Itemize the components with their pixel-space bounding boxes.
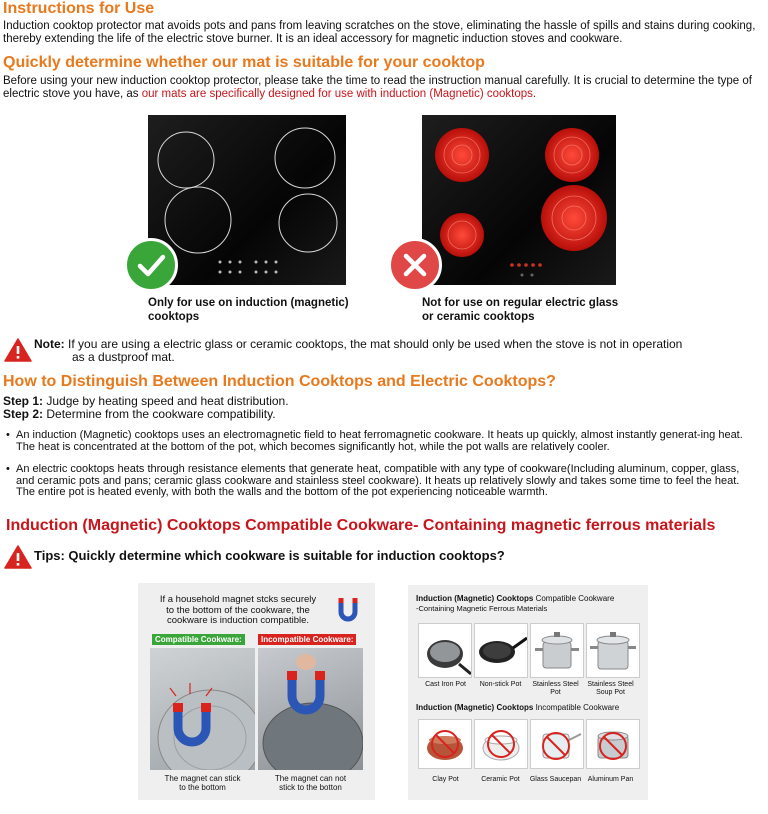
bullet-dot-1: • — [6, 429, 10, 441]
incompatible-tag: Incompatible Cookware: — [258, 634, 356, 645]
check-icon — [124, 238, 178, 292]
steel-pot-magnet-image — [150, 648, 255, 770]
ceramic-pot-image — [474, 719, 528, 769]
electric-caption: Not for use on regular electric glass or ceramic cooktops — [422, 297, 619, 323]
aluminum-pot-magnet-image — [258, 648, 363, 770]
instructions-body: Induction cooktop protector mat avoids pots and pans from leaving scratches on the stove, eliminating the hassle of spills and stains during cooking, thereby extending the life of the electric stove burner. It is an ideal accessory for magnetic induction stoves and cookware. — [3, 20, 756, 45]
tips-text: Tips: Quickly determine which cookware is suitable for induction cooktops? — [34, 548, 505, 563]
cookware-panel — [408, 585, 648, 800]
compatible-cookware-heading: Induction (Magnetic) Cooktops Compatible Cookware — [416, 594, 615, 603]
cookware-label-3: Stainless Steel Pot — [532, 681, 579, 696]
cookware-label-1: Cast Iron Pot — [425, 681, 466, 688]
compatible-tag: Compatible Cookware: — [152, 634, 245, 645]
clay-pot-image — [418, 719, 472, 769]
distinguish-title: How to Distinguish Between Induction Cooktops and Electric Cooktops? — [3, 373, 556, 390]
cookware-label-4: Stainless Steel Soup Pot — [587, 681, 634, 696]
compatible-cookware-row — [418, 623, 638, 678]
quick-determine-body — [3, 75, 765, 101]
magnet-test-panel — [138, 583, 375, 800]
steps: Step 1: Judge by heating speed and heat distribution. Step 2: Determine from the cookware compatibility. — [3, 394, 289, 421]
tips-warning-icon — [4, 545, 32, 569]
incompatible-cookware-heading: Induction (Magnetic) Cooktops Incompatible Cookware — [416, 703, 620, 712]
incompatible-label-1: Clay Pot — [432, 776, 459, 783]
non-stick-pot-image — [474, 623, 528, 678]
incompatible-label-2: Ceramic Pot — [481, 776, 520, 783]
induction-caption: Only for use on induction (magnetic) cooktops — [148, 297, 349, 323]
bullet-induction: An induction (Magnetic) cooktops uses an electromagnetic field to heat ferromagnetic cookware. It heats up quickly, almost instantly generat-ing heat. The heat is concentrated at the bottom of the pot, which becomes significantly hot, while the pot walls are relatively cooler. — [16, 429, 743, 453]
induction-burners — [148, 115, 346, 285]
stainless-steel-pot-image — [530, 623, 584, 678]
magnet-stick-caption: The magnet can stick to the bottom — [164, 774, 241, 792]
electric-cooktop-image — [422, 115, 616, 285]
note-text: Note: If you are using a electric glass or ceramic cooktops, the mat should only be used when the stove is not in operation as a dustproof mat. — [34, 337, 683, 364]
incompatible-label-3: Glass Saucepan — [529, 776, 582, 783]
quick-determine-body-highlight: our mats are specifically designed for use with induction (Magnetic) cooktops. — [141, 88, 537, 100]
warning-icon — [4, 338, 32, 362]
cookware-label-2: Non-stick Pot — [479, 681, 522, 688]
magnet-icon — [333, 595, 363, 630]
bullet-electric: An electric cooktops heats through resistance elements that generate heat, compatible with any type of cookware(Including aluminum, copper, glass, and ceramic pots and pans; ceramic glass cookware and stainless steel cookware). It heats up relatively slowly and takes some time to feel the heat. The entire pot is heated evenly, with both the walls and the bottom of the pot experiencing noticeable warmth. — [16, 463, 740, 498]
cast-iron-pot-image — [418, 623, 472, 678]
compatible-cookware-title: Induction (Magnetic) Cooktops Compatible Cookware- Containing magnetic ferrous materials — [6, 517, 716, 534]
stainless-steel-soup-pot-image — [586, 623, 640, 678]
note-label: Note: — [34, 337, 65, 351]
incompatible-cookware-row — [418, 719, 638, 769]
incompatible-label-4: Aluminum Pan — [587, 776, 634, 783]
glass-saucepan-image — [530, 719, 584, 769]
x-icon — [388, 238, 442, 292]
magnet-test-text: If a household magnet stcks securely to the bottom of the cookware, the cookware is induction compatible. — [159, 594, 317, 626]
instructions-title: Instructions for Use — [3, 0, 155, 17]
quick-determine-body-plain: Before using your new induction cooktop protector, please take the time to read the instruction manual carefully. It is crucial to determine the type of electric stove you have, as — [3, 75, 752, 100]
induction-cooktop-image — [148, 115, 346, 285]
quick-determine-title: Quickly determine whether our mat is suitable for your cooktop — [3, 54, 485, 71]
electric-burners — [422, 115, 616, 285]
compatible-cookware-subtitle: -Containing Magnetic Ferrous Materials — [416, 604, 548, 613]
bullet-dot-2: • — [6, 463, 10, 475]
aluminum-pan-image — [586, 719, 640, 769]
magnet-no-stick-caption: The magnet can not stick to the botton — [274, 774, 347, 792]
